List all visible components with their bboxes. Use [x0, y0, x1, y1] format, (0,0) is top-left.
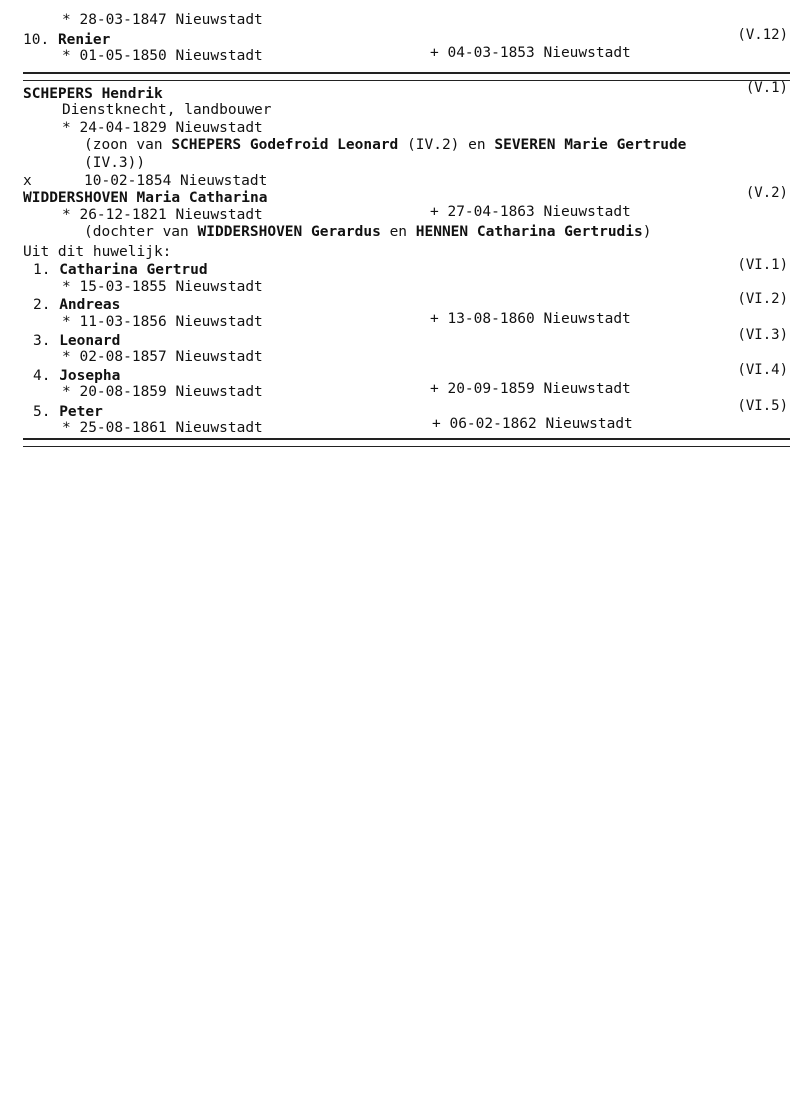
- child-3-ref: (VI.3): [737, 327, 788, 343]
- child-2-name: Andreas: [59, 297, 121, 313]
- wife-and: en: [389, 224, 408, 240]
- child-4-number: 4.: [33, 368, 51, 384]
- child-3-line: [33, 333, 120, 349]
- husband-parents: [84, 137, 686, 153]
- husband-parents-prefix: (zoon van: [84, 137, 163, 153]
- child-4-birth: * 20-08-1859 Nieuwstadt: [62, 384, 263, 400]
- husband-occupation: Dienstknecht, landbouwer: [62, 102, 272, 118]
- child-3-name: Leonard: [59, 333, 121, 349]
- child-3-birth: * 02-08-1857 Nieuwstadt: [62, 349, 263, 365]
- husband-mother: SEVEREN Marie Gertrude: [494, 137, 687, 153]
- marriage-symbol: x: [23, 173, 32, 189]
- child-10-line: [23, 32, 110, 48]
- child-4-line: [33, 368, 120, 384]
- wife-death: + 27-04-1863 Nieuwstadt: [430, 204, 631, 220]
- child-1-name: Catharina Gertrud: [59, 262, 208, 278]
- section-divider-top: [23, 72, 790, 81]
- child-10-number: 10.: [23, 32, 50, 48]
- wife-ref: (V.2): [745, 185, 788, 201]
- child-1-number: 1.: [33, 262, 51, 278]
- child-10-ref: (V.12): [737, 27, 788, 43]
- child-5-ref: (VI.5): [737, 398, 788, 414]
- husband-mother-ref: (IV.3)): [84, 155, 146, 171]
- child-2-number: 2.: [33, 297, 51, 313]
- child-10-birth: * 01-05-1850 Nieuwstadt: [62, 48, 263, 64]
- wife-birth: * 26-12-1821 Nieuwstadt: [62, 207, 263, 223]
- wife-mother: HENNEN Catharina Gertrudis: [415, 224, 643, 240]
- child-4-death: + 20-09-1859 Nieuwstadt: [430, 381, 631, 397]
- husband-father: SCHEPERS Godefroid Leonard: [171, 137, 399, 153]
- child-10-name: Renier: [57, 32, 111, 48]
- child-5-line: [33, 404, 103, 420]
- child-2-ref: (VI.2): [737, 291, 788, 307]
- husband-and: en: [468, 137, 486, 153]
- children-header: Uit dit huwelijk:: [23, 244, 172, 260]
- husband-ref: (V.1): [745, 80, 788, 96]
- child-4-ref: (VI.4): [737, 362, 788, 378]
- marriage-date: 10-02-1854 Nieuwstadt: [84, 173, 268, 189]
- child-10-death: + 04-03-1853 Nieuwstadt: [430, 45, 631, 61]
- child-5-number: 5.: [33, 404, 51, 420]
- prev-child-birth: * 28-03-1847 Nieuwstadt: [62, 12, 263, 28]
- child-3-number: 3.: [33, 333, 51, 349]
- child-1-ref: (VI.1): [737, 257, 788, 273]
- child-5-name: Peter: [59, 404, 103, 420]
- husband-name: SCHEPERS Hendrik: [23, 86, 163, 102]
- wife-parents-prefix: (dochter van: [84, 224, 189, 240]
- child-2-line: [33, 297, 120, 313]
- wife-parents-close: ): [642, 224, 652, 240]
- husband-birth: * 24-04-1829 Nieuwstadt: [62, 120, 263, 136]
- husband-father-ref: (IV.2): [407, 137, 460, 153]
- child-5-birth: * 25-08-1861 Nieuwstadt: [62, 420, 263, 436]
- section-divider-bottom: [23, 438, 790, 447]
- child-1-line: [33, 262, 208, 278]
- wife-name: WIDDERSHOVEN Maria Catharina: [23, 190, 268, 206]
- wife-parents: [84, 224, 651, 240]
- child-2-death: + 13-08-1860 Nieuwstadt: [430, 311, 631, 327]
- child-1-birth: * 15-03-1855 Nieuwstadt: [62, 279, 263, 295]
- child-2-birth: * 11-03-1856 Nieuwstadt: [62, 314, 263, 330]
- child-4-name: Josepha: [59, 368, 121, 384]
- child-5-death: + 06-02-1862 Nieuwstadt: [432, 416, 633, 432]
- wife-father: WIDDERSHOVEN Gerardus: [197, 224, 381, 240]
